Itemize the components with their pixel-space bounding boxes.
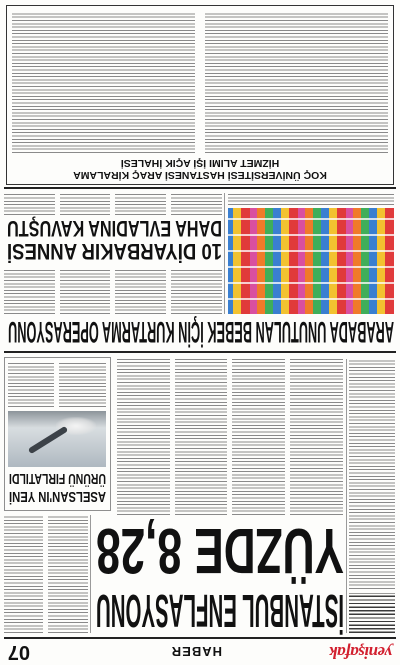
lead-story-body-right [4,515,88,633]
lead-story-body [117,359,343,515]
lead-headline-line2 [94,515,344,587]
text-column [171,193,222,215]
text-column [349,593,395,633]
diyarbakir-headline-line2 [6,218,222,241]
tender-title-line1: KOÇ ÜNİVERSİTESİ HASTANESİ ARAÇ KİRALAMA [73,169,327,181]
text-column [60,361,107,407]
diyarbakir-headline-line1 [6,241,222,264]
text-column [116,268,167,314]
text-column [349,359,395,589]
lead-story-intro [349,593,395,633]
text-column [175,359,228,515]
column-rule [224,193,225,314]
photo-caption [228,193,394,205]
text-column [49,515,89,633]
lead-story-body-left [349,359,395,589]
svg-text:ÜRÜNÜ FIRLATILDI: ÜRÜNÜ FIRLATILDI [9,470,106,487]
text-column [4,515,44,633]
text-column [60,268,111,314]
section-rule [4,188,396,190]
aselsan-headline-line1 [8,489,106,507]
text-column [60,193,111,215]
svg-text:ASELSAN'IN YENİ: ASELSAN'IN YENİ [9,488,106,505]
missile-icon [28,426,68,454]
text-column [8,361,55,407]
svg-text:ARABADA UNUTULAN BEBEK İÇİN KU: ARABADA UNUTULAN BEBEK İÇİN KURTARMA OPERASYONU [8,315,394,348]
diyarbakir-story-body [4,193,222,215]
tender-title-line2: HİZMET ALIMI İŞİ AÇIK İHALESİ [120,157,280,169]
news-photo [228,208,394,314]
section-label: HABER [170,644,222,659]
text-column [4,268,55,314]
section-rule [4,352,396,354]
newspaper-logo: yenişafak [329,643,392,662]
rescue-headline [6,315,394,348]
aselsan-story-body [8,361,106,407]
lead-headline-line1 [94,585,344,637]
svg-text:İSTANBUL ENFLASYONU: İSTANBUL ENFLASYONU [96,585,344,637]
text-column [233,359,286,515]
text-column [228,193,394,205]
aselsan-headline-line2 [8,471,106,489]
header-rule [4,638,396,640]
svg-text:YÜZDE 8,28: YÜZDE 8,28 [96,515,344,587]
svg-text:DAHA EVLADINA KAVUŞTU: DAHA EVLADINA KAVUŞTU [7,216,222,241]
rescue-story-body [4,268,222,314]
tender-body [12,11,388,153]
text-column [171,268,222,314]
text-column [116,193,167,215]
aselsan-photo [8,411,106,467]
text-column [205,11,388,153]
text-column [4,193,55,215]
text-column [117,359,170,515]
text-column [12,11,195,153]
column-rule [346,359,347,633]
column-rule [90,515,91,633]
text-column [290,359,343,515]
svg-text:10 DİYARBAKIR ANNESİ: 10 DİYARBAKIR ANNESİ [7,239,222,264]
page-number: 07 [7,641,30,663]
